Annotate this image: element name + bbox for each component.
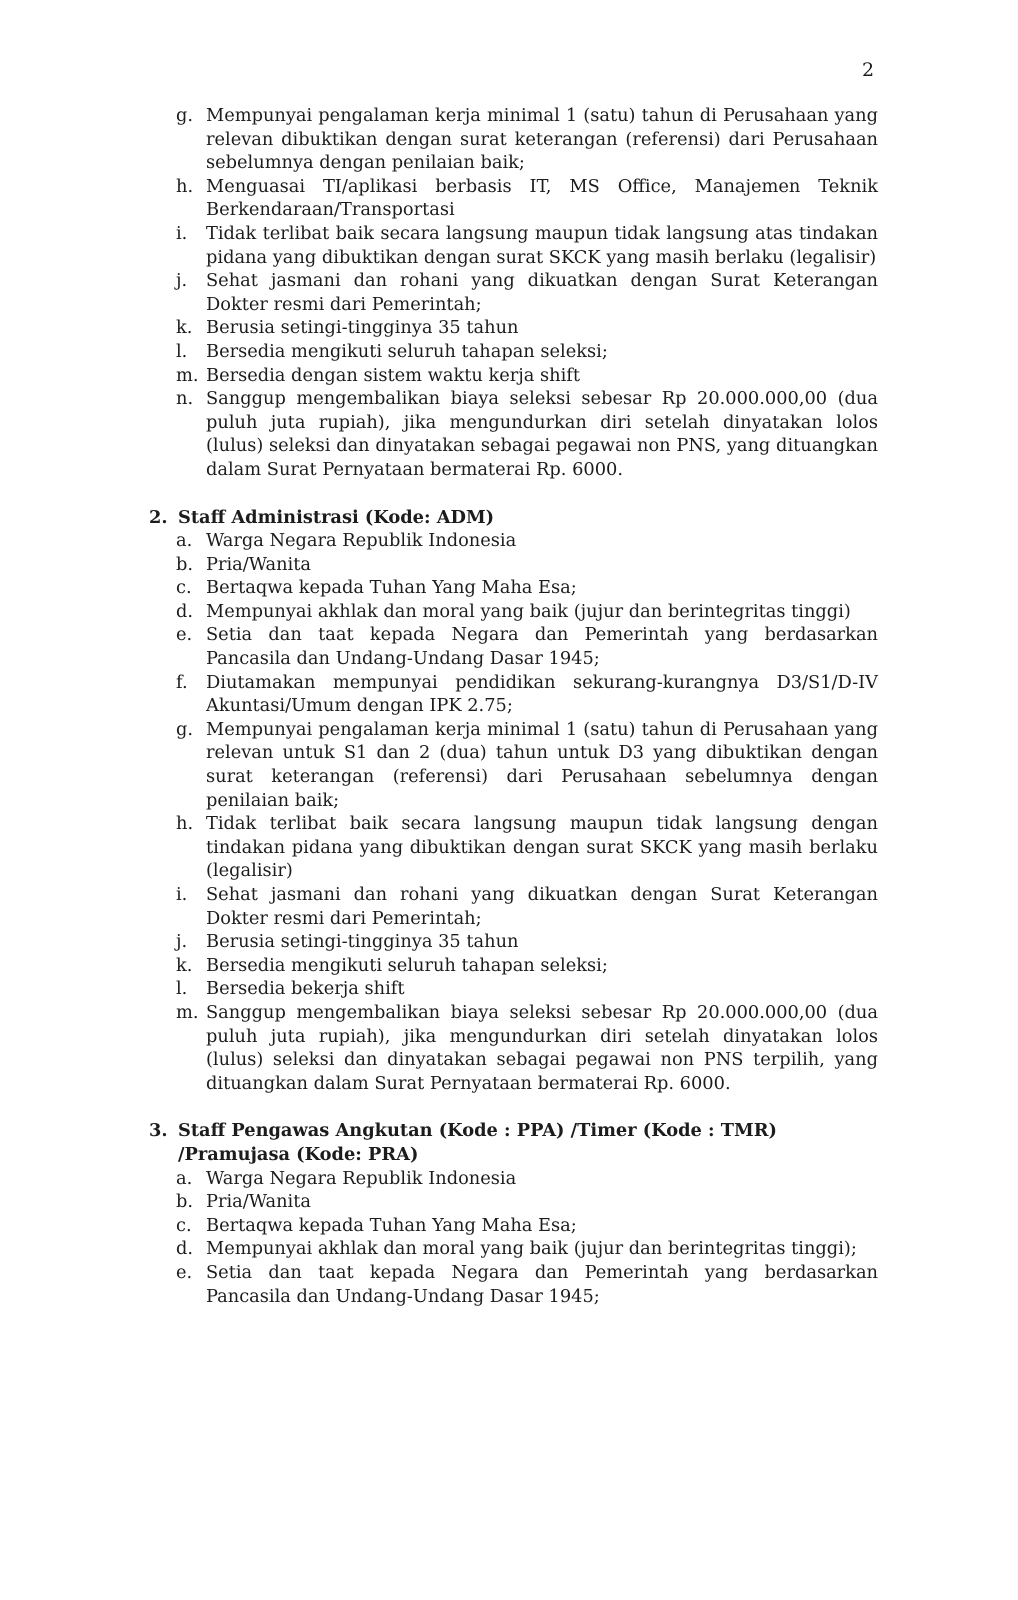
list-item-text: Diutamakan mempunyai pendidikan sekurang-kurangnya D3/S1/D-IV Akuntasi/Umum dengan IPK 2.75; [206,671,878,717]
list-item-marker: h. [176,813,194,835]
list-item [146,930,878,954]
list-item-text: Setia dan taat kepada Negara dan Pemerintah yang berdasarkan Pancasila dan Undang-Undang Dasar 1945; [206,624,878,670]
page-number: 2 [862,59,875,81]
list-item-marker: c. [176,577,192,599]
list-item-marker: j. [176,270,188,292]
list-item-marker: k. [176,317,193,339]
list-item-marker: c. [176,1214,192,1236]
section [146,506,878,1096]
list-item [146,269,878,316]
list-item-text: Sehat jasmani dan rohani yang dikuatkan dengan Surat Keterangan Dokter resmi dari Pemerintah; [206,270,878,315]
list-item-marker: d. [176,600,194,622]
section-number: 3. [149,1120,168,1142]
list-item [146,812,878,883]
list-item [146,222,878,269]
list-item-marker: i. [176,222,188,244]
list-item-marker: e. [176,624,193,646]
list-item-marker: m. [176,364,199,386]
intro-list [146,104,878,482]
list-item [146,954,878,978]
section-list [146,529,878,1095]
list-item-marker: n. [176,388,194,410]
list-item-marker: b. [176,1191,194,1213]
list-item-text: Sanggup mengembalikan biaya seleksi sebesar Rp 20.000.000,00 (dua puluh juta rupiah), jika mengundurkan diri setelah dinyatakan lolos (lulus) seleksi dan dinyatakan sebagai pegawai non PNS, yang dituangkan dalam Surat Pernyataan bermaterai Rp. 6000. [206,388,878,480]
section-number: 2. [149,506,168,528]
list-item-text: Bersedia dengan sistem waktu kerja shift [206,364,581,386]
list-item [146,718,878,812]
list-item-marker: l. [176,978,188,1000]
list-item-marker: j. [176,931,188,953]
list-item-text: Warga Negara Republik Indonesia [206,530,517,552]
list-item [146,576,878,600]
list-item-text: Menguasai TI/aplikasi berbasis IT, MS Office, Manajemen Teknik Berkendaraan/Transportasi [206,175,878,221]
list-item-marker: g. [176,718,194,740]
list-item [146,977,878,1001]
list-item-marker: b. [176,553,194,575]
sections [146,506,878,1309]
list-item-text: Pria/Wanita [206,1191,311,1213]
section-heading [146,506,878,530]
section-title: Staff Administrasi (Kode: ADM) [178,506,495,528]
list-item-text: Pria/Wanita [206,553,311,575]
list-item-text: Sehat jasmani dan rohani yang dikuatkan dengan Surat Keterangan Dokter resmi dari Pemerintah; [206,884,878,929]
list-item-text: Bertaqwa kepada Tuhan Yang Maha Esa; [206,1214,577,1236]
list-item-text: Mempunyai pengalaman kerja minimal 1 (satu) tahun di Perusahaan yang relevan dibuktikan dengan surat keterangan (referensi) dari Perusahaan sebelumnya dengan penilaian baik; [206,105,878,174]
list-item-text: Bersedia mengikuti seluruh tahapan seleksi; [206,340,608,362]
list-item [146,883,878,930]
list-item-marker: g. [176,105,194,126]
list-item-marker: e. [176,1261,193,1283]
section-heading [146,1119,878,1166]
list-item [146,175,878,222]
list-item-marker: d. [176,1238,194,1260]
section-list [146,1167,878,1309]
list-item [146,553,878,577]
list-item-marker: a. [176,1167,193,1189]
list-item [146,529,878,553]
list-item-marker: k. [176,954,193,976]
list-item-marker: i. [176,884,188,905]
list-item-text: Berusia setingi-tingginya 35 tahun [206,317,519,339]
list-item-text: Bertaqwa kepada Tuhan Yang Maha Esa; [206,577,577,599]
list-item-text: Bersedia bekerja shift [206,978,405,1000]
list-item [146,340,878,364]
list-item [146,623,878,670]
list-item [146,104,878,175]
list-item-text: Tidak terlibat baik secara langsung maupun tidak langsung dengan tindakan pidana yang dibuktikan dengan surat SKCK yang masih berlaku (legalisir) [206,813,878,882]
list-item [146,1261,878,1308]
list-item [146,364,878,388]
list-item-marker: m. [176,1001,199,1023]
list-item-text: Tidak terlibat baik secara langsung maupun tidak langsung atas tindakan pidana yang dibuktikan dengan surat SKCK yang masih berlaku (legalisir) [206,222,878,268]
list-item-text: Mempunyai akhlak dan moral yang baik (jujur dan berintegritas tinggi); [206,1238,857,1260]
list-item-marker: h. [176,175,194,197]
list-item [146,387,878,481]
list-item-text: Berusia setingi-tingginya 35 tahun [206,931,519,953]
list-item-marker: l. [176,340,188,362]
list-item-text: Mempunyai akhlak dan moral yang baik (jujur dan berintegritas tinggi) [206,600,851,622]
list-item [146,316,878,340]
list-item [146,671,878,718]
list-item [146,600,878,624]
list-item-text: Sanggup mengembalikan biaya seleksi sebesar Rp 20.000.000,00 (dua puluh juta rupiah), jika mengundurkan diri setelah dinyatakan lolos (lulus) seleksi dan dinyatakan sebagai pegawai non PNS terpilih, yang dituangkan dalam Surat Pernyataan bermaterai Rp. 6000. [206,1001,878,1094]
section-title: Staff Pengawas Angkutan (Kode : PPA) /Timer (Kode : TMR) /Pramujasa (Kode: PRA) [178,1120,777,1165]
section [146,1119,878,1308]
list-item-text: Setia dan taat kepada Negara dan Pemerintah yang berdasarkan Pancasila dan Undang-Undang Dasar 1945; [206,1261,878,1307]
list-item-text: Bersedia mengikuti seluruh tahapan seleksi; [206,954,608,976]
list-item [146,1214,878,1238]
list-item [146,1190,878,1214]
document-body [146,104,878,1308]
list-item-marker: a. [176,530,193,552]
list-item [146,1237,878,1261]
list-item [146,1167,878,1191]
list-item [146,1001,878,1095]
list-item-marker: f. [176,671,188,693]
list-item-text: Mempunyai pengalaman kerja minimal 1 (satu) tahun di Perusahaan yang relevan untuk S1 dan 2 (dua) tahun untuk D3 yang dibuktikan dengan surat keterangan (referensi) dari Perusahaan sebelumnya dengan penilaian baik; [206,718,878,811]
list-item-text: Warga Negara Republik Indonesia [206,1167,517,1189]
